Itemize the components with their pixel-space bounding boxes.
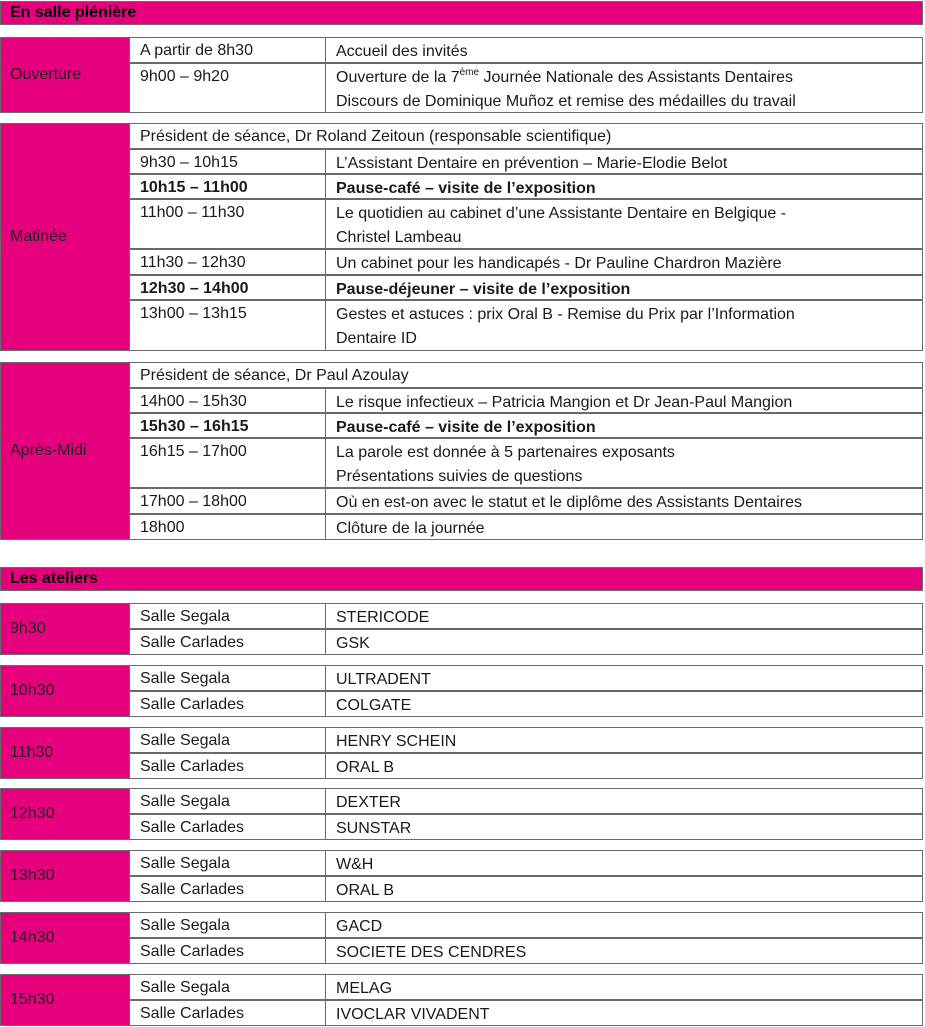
- table-row: [130, 665, 923, 691]
- table-row: [130, 814, 923, 840]
- event-text: Le quotidien au cabinet d’une Assistante Dentaire en Belgique -: [336, 205, 787, 222]
- section-header-ateliers: Les ateliers: [0, 567, 923, 591]
- time-cell: 14h00 – 15h30: [130, 389, 326, 412]
- workshop-slot: [0, 912, 925, 964]
- time-cell: 12h30 – 14h00: [130, 276, 326, 299]
- event-cell: Clôture de la journée: [336, 520, 485, 537]
- table-row: [130, 438, 923, 488]
- partner-cell: ULTRADENT: [336, 671, 431, 688]
- chair-row: [130, 362, 923, 388]
- partner-cell: SOCIETE DES CENDRES: [336, 944, 527, 961]
- time-cell: 10h15 – 11h00: [130, 175, 326, 198]
- event-text: Dentaire ID: [336, 330, 417, 347]
- partner-cell: MELAG: [336, 980, 393, 997]
- workshop-time: 9h30: [0, 603, 130, 655]
- partner-cell: W&H: [336, 856, 374, 873]
- time-cell: 9h30 – 10h15: [130, 150, 326, 173]
- room-cell: Salle Carlades: [130, 1001, 326, 1025]
- workshop-time: 10h30: [0, 665, 130, 717]
- event-cell: Pause-café – visite de l’exposition: [336, 180, 596, 197]
- event-cell: [326, 64, 922, 114]
- table-row: [130, 514, 923, 540]
- table-row: [130, 149, 923, 174]
- table-row: [130, 691, 923, 717]
- time-cell: 16h15 – 17h00: [130, 439, 326, 487]
- time-cell: 15h30 – 16h15: [130, 414, 326, 437]
- afternoon-block: [0, 362, 925, 540]
- workshop-time: 14h30: [0, 912, 130, 964]
- event-cell: Où en est-on avec le statut et le diplôme des Assistants Dentaires: [336, 494, 803, 511]
- workshop-slot: [0, 788, 925, 840]
- room-cell: Salle Carlades: [130, 630, 326, 654]
- event-cell: Pause-café – visite de l’exposition: [336, 419, 596, 436]
- morning-block: [0, 123, 925, 351]
- workshop-slot: [0, 665, 925, 717]
- event-cell: [326, 301, 922, 351]
- time-cell: 11h30 – 12h30: [130, 250, 326, 274]
- room-cell: Salle Segala: [130, 728, 326, 752]
- table-row: [130, 300, 923, 351]
- table-row: [130, 488, 923, 514]
- event-text: Présentations suivies de questions: [336, 468, 583, 485]
- partner-cell: IVOCLAR VIVADENT: [336, 1006, 490, 1023]
- event-cell: Un cabinet pour les handicapés - Dr Pauline Chardron Mazière: [336, 255, 782, 272]
- table-row: [130, 974, 923, 1000]
- superscript: ème: [459, 67, 480, 78]
- event-cell: Accueil des invités: [336, 43, 468, 60]
- workshop-slot: [0, 850, 925, 902]
- table-row: [130, 249, 923, 275]
- partner-cell: COLGATE: [336, 697, 412, 714]
- table-row: [130, 174, 923, 199]
- table-row: [130, 37, 923, 63]
- event-cell: [326, 439, 922, 489]
- table-row: [130, 912, 923, 938]
- room-cell: Salle Carlades: [130, 815, 326, 839]
- table-row: [130, 938, 923, 964]
- room-cell: Salle Carlades: [130, 939, 326, 963]
- event-text: Ouverture de la 7: [336, 69, 460, 86]
- room-cell: Salle Segala: [130, 666, 326, 690]
- partner-cell: SUNSTAR: [336, 820, 412, 837]
- time-cell: A partir de 8h30: [130, 38, 326, 62]
- workshop-slot: [0, 974, 925, 1026]
- time-cell: 13h00 – 13h15: [130, 301, 326, 350]
- workshop-slot: [0, 727, 925, 779]
- table-row: [130, 275, 923, 300]
- room-cell: Salle Segala: [130, 913, 326, 937]
- workshop-time: 13h30: [0, 850, 130, 902]
- partner-cell: ORAL B: [336, 759, 395, 776]
- room-cell: Salle Carlades: [130, 877, 326, 901]
- time-cell: 11h00 – 11h30: [130, 200, 326, 248]
- chair-row: [130, 123, 923, 149]
- time-cell: 18h00: [130, 515, 326, 539]
- room-cell: Salle Carlades: [130, 754, 326, 778]
- workshop-time: 11h30: [0, 727, 130, 779]
- block-label-opening: Ouverture: [0, 37, 130, 113]
- event-text: Journée Nationale des Assistants Dentaires: [479, 69, 794, 86]
- event-cell: L’Assistant Dentaire en prévention – Marie-Elodie Belot: [336, 155, 728, 172]
- event-text: Gestes et astuces : prix Oral B - Remise du Prix par l’Information: [336, 306, 795, 323]
- table-row: [130, 1000, 923, 1026]
- event-cell: Le risque infectieux – Patricia Mangion et Dr Jean-Paul Mangion: [336, 394, 793, 411]
- table-row: [130, 413, 923, 438]
- table-row: [130, 63, 923, 113]
- section-header-pleniere: En salle plénière: [0, 1, 923, 25]
- partner-cell: GSK: [336, 635, 370, 652]
- partner-cell: HENRY SCHEIN: [336, 733, 457, 750]
- table-row: [130, 850, 923, 876]
- table-row: [130, 788, 923, 814]
- table-row: [130, 727, 923, 753]
- time-cell: 17h00 – 18h00: [130, 489, 326, 513]
- event-text: La parole est donnée à 5 partenaires exposants: [336, 444, 675, 461]
- workshop-slot: [0, 603, 925, 655]
- event-cell: [326, 200, 922, 250]
- workshop-time: 15h30: [0, 974, 130, 1026]
- room-cell: Salle Segala: [130, 789, 326, 813]
- partner-cell: DEXTER: [336, 794, 401, 811]
- room-cell: Salle Carlades: [130, 692, 326, 716]
- workshop-time: 12h30: [0, 788, 130, 840]
- event-text: Christel Lambeau: [336, 229, 462, 246]
- chair-text: Président de séance, Dr Paul Azoulay: [140, 367, 409, 384]
- time-cell: 9h00 – 9h20: [130, 64, 326, 112]
- table-row: [130, 876, 923, 902]
- partner-cell: GACD: [336, 918, 383, 935]
- room-cell: Salle Segala: [130, 851, 326, 875]
- partner-cell: ORAL B: [336, 882, 395, 899]
- block-label-afternoon: Après-Midi: [0, 362, 130, 540]
- partner-cell: STERICODE: [336, 609, 430, 626]
- block-label-morning: Matinée: [0, 123, 130, 351]
- room-cell: Salle Segala: [130, 604, 326, 628]
- table-row: [130, 629, 923, 655]
- table-row: [130, 603, 923, 629]
- event-text: Discours de Dominique Muñoz et remise des médailles du travail: [336, 93, 796, 110]
- table-row: [130, 199, 923, 249]
- table-row: [130, 753, 923, 779]
- event-cell: Pause-déjeuner – visite de l’exposition: [336, 281, 631, 298]
- room-cell: Salle Segala: [130, 975, 326, 999]
- table-row: [130, 388, 923, 413]
- opening-block: [0, 37, 925, 113]
- chair-text: Président de séance, Dr Roland Zeitoun (responsable scientifique): [140, 128, 612, 145]
